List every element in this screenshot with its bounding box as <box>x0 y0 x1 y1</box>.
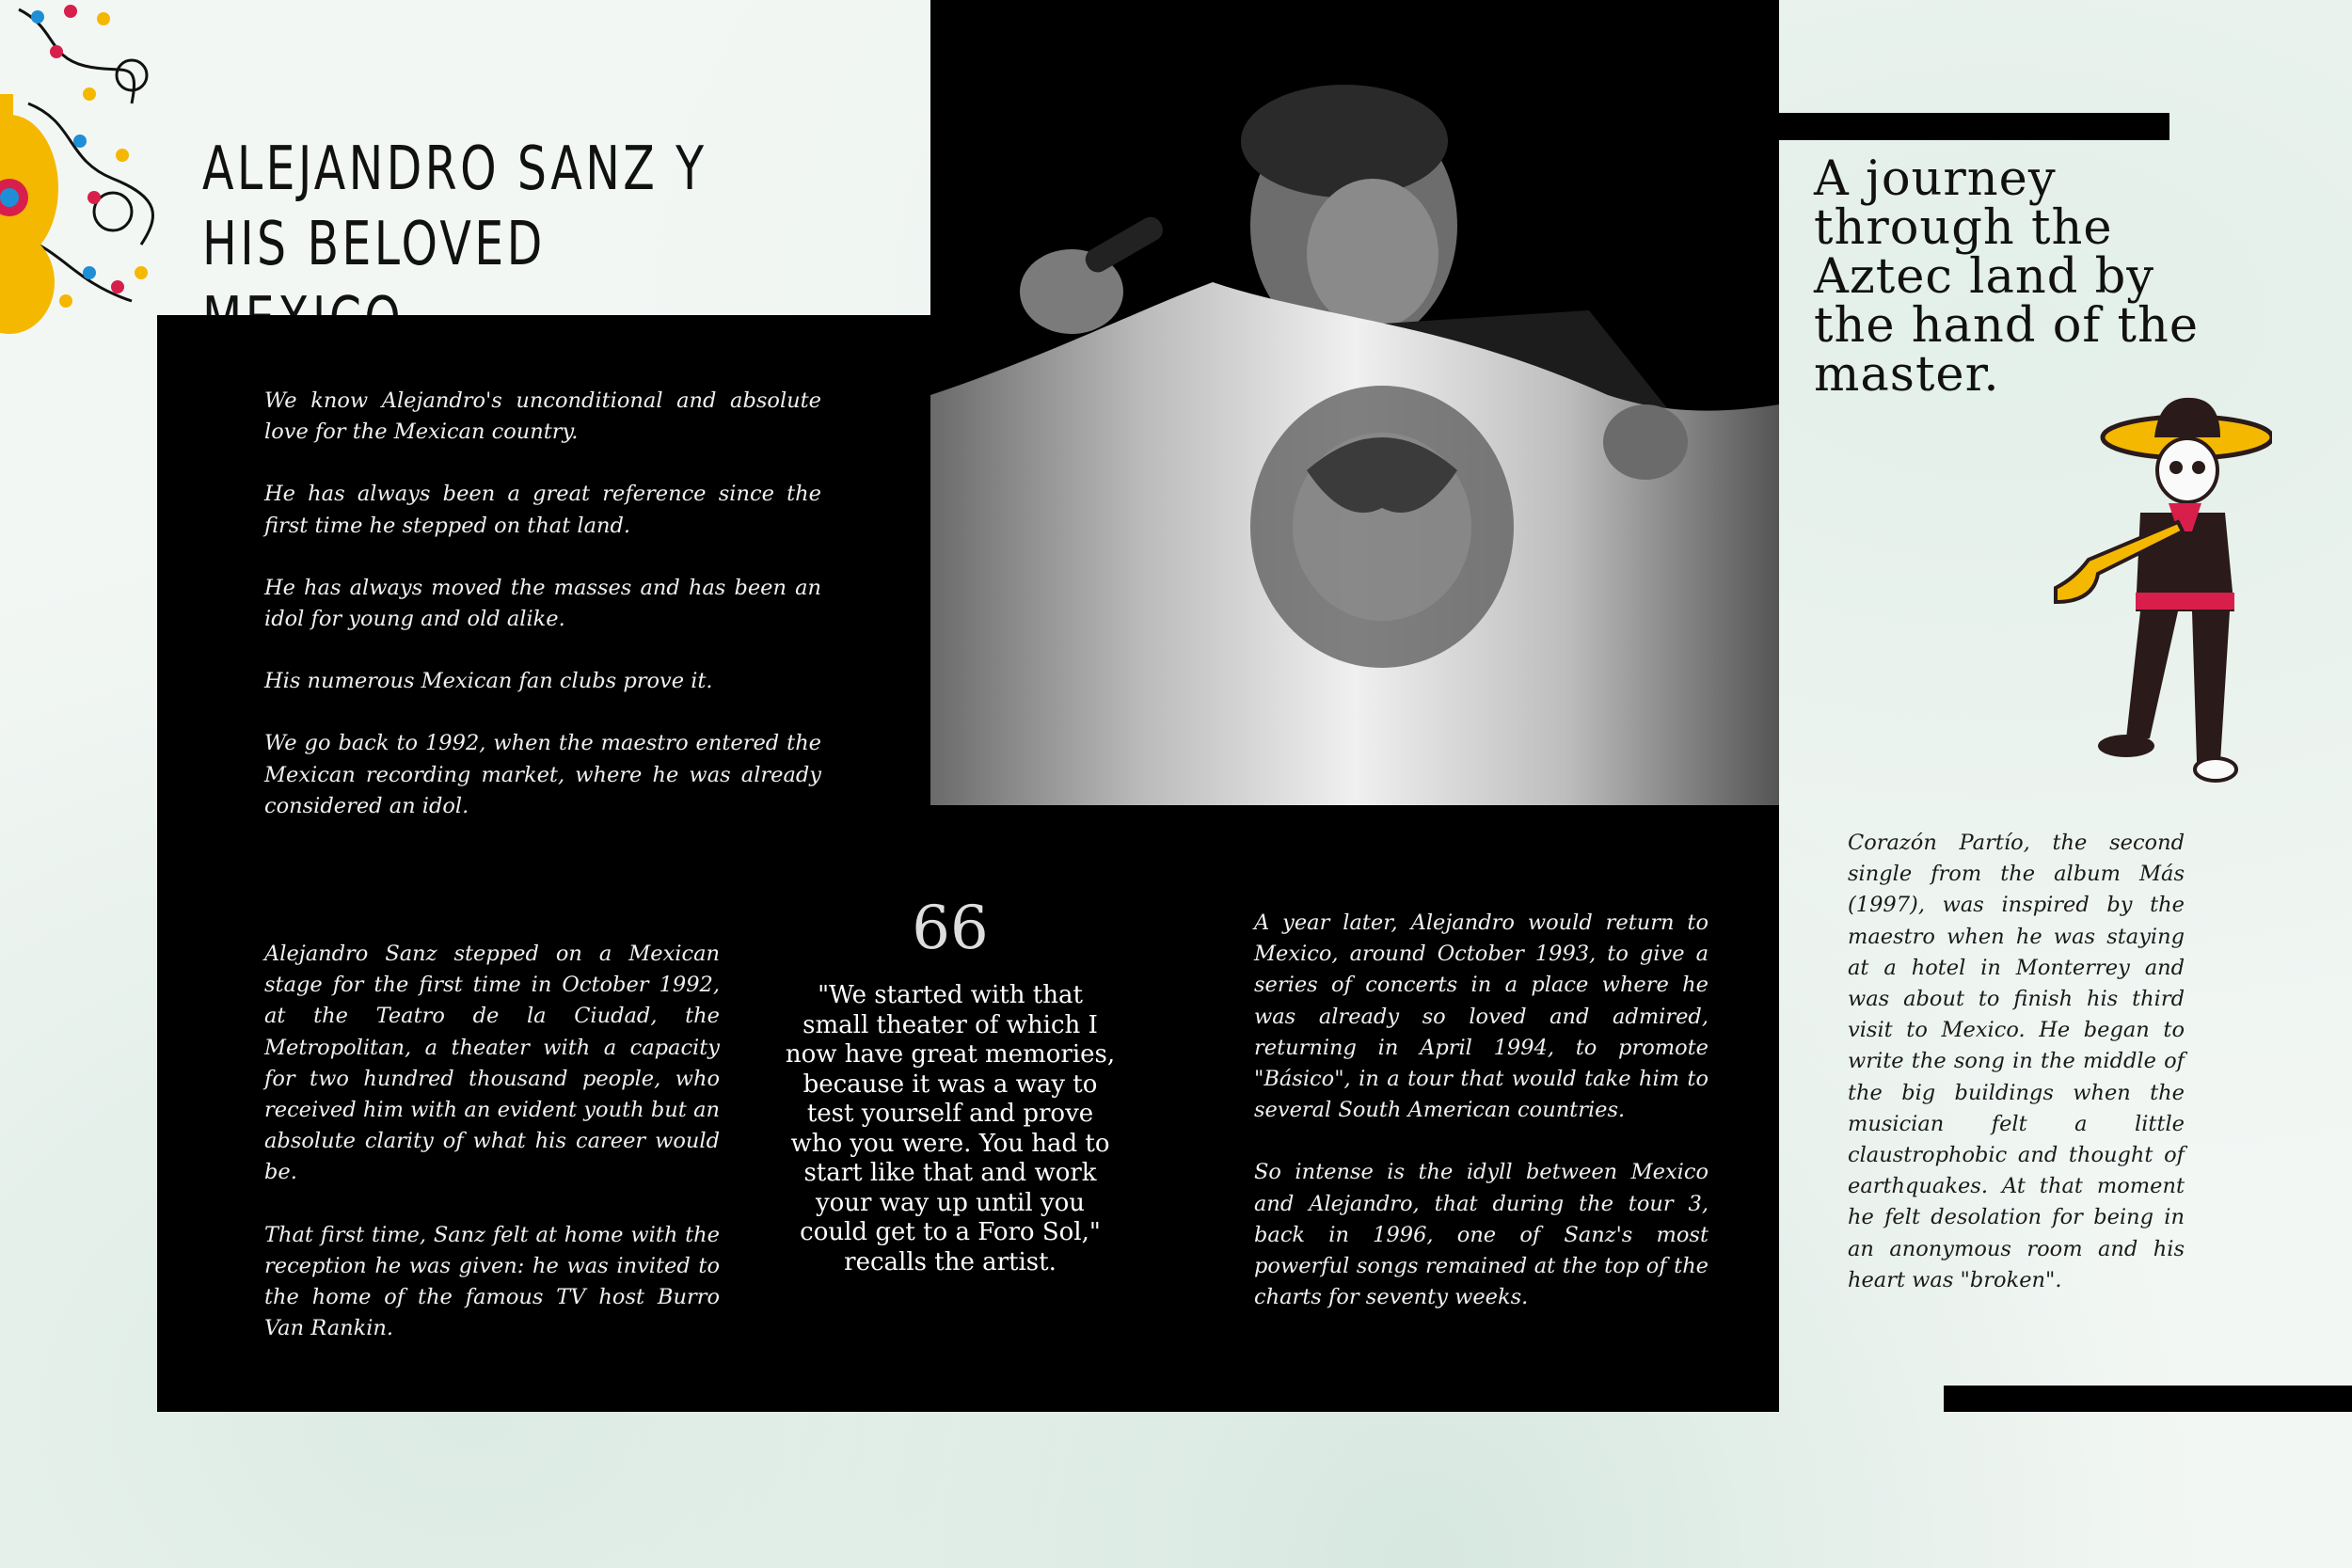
left-paragraph: Alejandro Sanz stepped on a Mexican stage for the first time in October 1992, at the Teatro de la Ciudad, the Metropolitan, a theater with a capacity for two hundred thousand people, who received him with an evident youth but an absolute clarity of what his career would be. <box>264 942 720 1185</box>
middle-paragraph: So intense is the idyll between Mexico and Alejandro, that during the tour 3, back in 1996, one of Sanz's most powerful songs remained at the top of the charts for seventy weeks. <box>1254 1160 1708 1310</box>
concert-photo <box>930 0 1779 805</box>
intro-paragraph: We know Alejandro's unconditional and absolute love for the Mexican country. <box>264 388 821 445</box>
intro-paragraph: We go back to 1992, when the maestro entered the Mexican recording market, where he was already considered an idol. <box>264 731 821 818</box>
right-text-column <box>1848 828 2185 1327</box>
middle-text-column <box>1254 908 1708 1344</box>
left-text-column <box>264 939 720 1375</box>
intro-paragraph: His numerous Mexican fan clubs prove it. <box>264 669 713 694</box>
intro-text-column <box>264 386 821 853</box>
middle-paragraph: A year later, Alejandro would return to Mexico, around October 1993, to give a series of concerts in a place where he was already so loved and admired, returning in April 1994, to promote "Básico", in a tour that would take him to several South American countries. <box>1254 911 1708 1123</box>
tagline: A journey through the Aztec land by the hand of the master. <box>1814 151 2200 403</box>
pull-quote: "We started with that small theater of which I now have great memories, because it was a way to test yourself and prove who you were. You had to start like that and work your way up until you could get to a Foro Sol," recalls the artist. <box>785 981 1116 1276</box>
decorative-bar-bottom <box>1944 1386 2352 1412</box>
intro-paragraph: He has always moved the masses and has been an idol for young and old alike. <box>264 575 821 632</box>
page-title: ALEJANDRO SANZ Y HIS BELOVED <box>202 135 707 279</box>
decorative-bar-top <box>1779 113 2169 140</box>
right-paragraph: Corazón Partío, the second single from the album Más (1997), was inspired by the maestro when he was staying at a hotel in Monterrey and was about to finish his third visit to Mexico. He began to write the song in the middle of the big buildings when the musician felt a little claustrophobic and thought of earthquakes. At that moment he felt desolation for being in an anonymous room and his heart was "broken". <box>1848 831 2185 1292</box>
quote-mark-icon: 66 <box>912 894 989 963</box>
intro-paragraph: He has always been a great reference since the first time he stepped on that land. <box>264 482 821 538</box>
skeleton-trumpeter-icon <box>2037 390 2272 785</box>
guitar-decoration-icon <box>0 0 169 348</box>
left-paragraph: That first time, Sanz felt at home with the reception he was given: he was invited to the home of the famous TV host Burro Van Rankin. <box>264 1222 720 1341</box>
